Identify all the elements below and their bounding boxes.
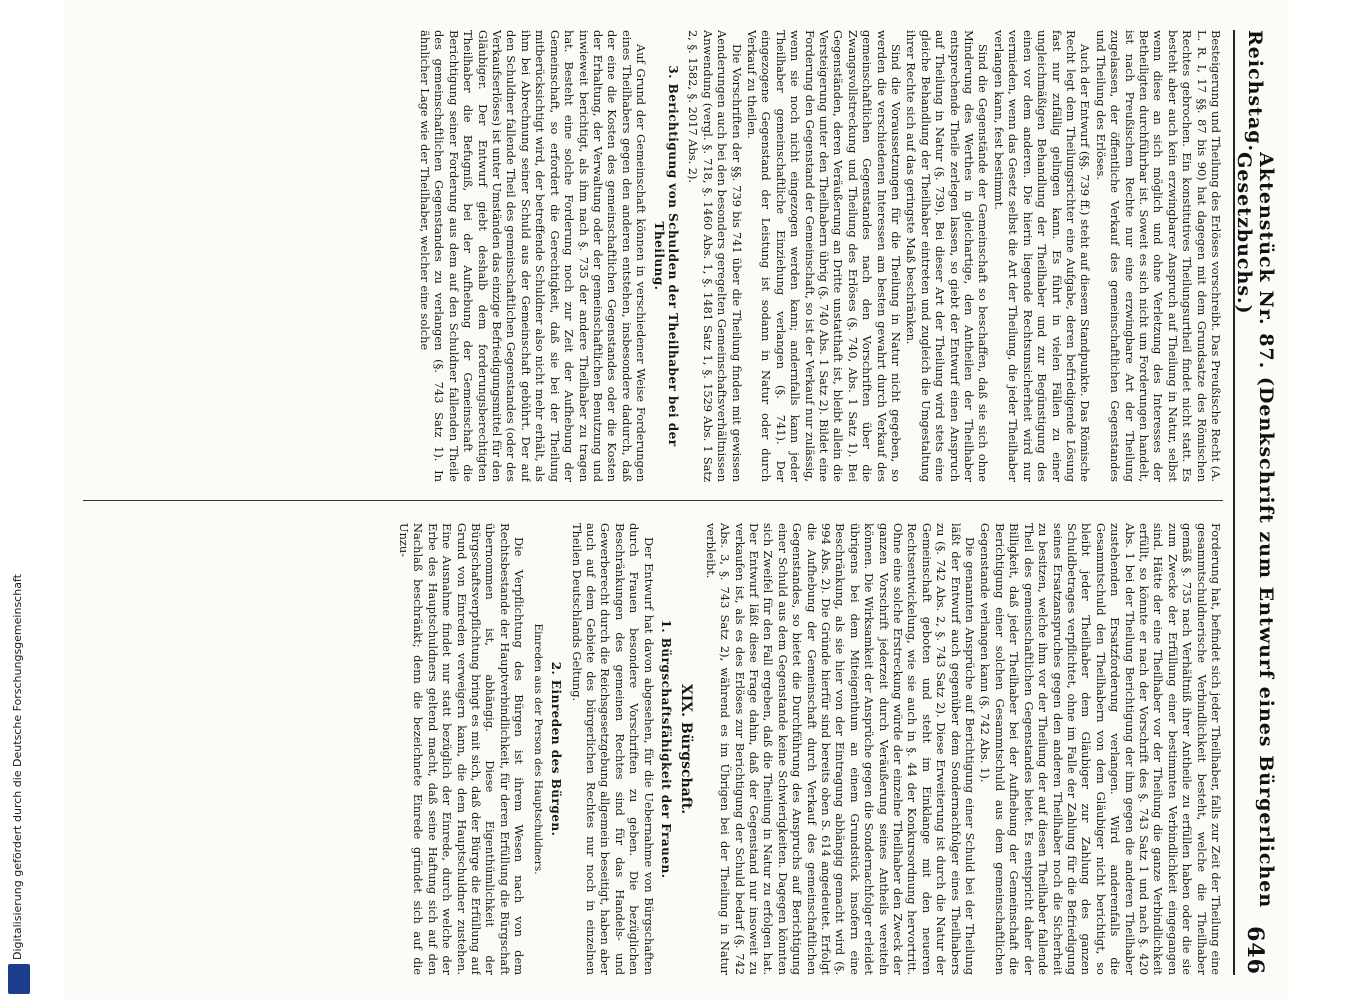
section-subheading: 1. Bürgschaftsfähigkeit der Frauen. [658, 619, 673, 879]
paragraph: Sind die Gegenstände der Gemeinschaft so beschaffen, daß sie sich ohne Minderung des Werthes in gleichartige, den Antheilen der Theilhaber entsprechende Theile zerlegen lassen, so giebt der Entwurf einen Anspruch auf Theilung in Natur (§. 739). Bei dieser Art der Theilung wird stets eine gleiche Behandlung der Theilhaber eintreten und zugleich die Umgestaltung ihrer Rechte sich auf das geringste Maß beschränken. [904, 30, 991, 482]
page-header [1233, 30, 1275, 975]
paragraph: Besteigerung und Theilung des Erlöses vorschreibt. Das Preußische Recht (A. L. R. I, 17 §§. 87 bis 90) hat dagegen mit dem Grundsatze des Römischen Rechtes gebrochen. Ein konstitutives Theilungsurtheil findet nicht statt. Es besteht aber auch kein erzwingbarer Anspruch auf Theilung in Natur, selbst wenn diese an sich möglich und ohne Verletzung des Interesses der Betheiligten durchführbar ist. Soweit es sich nicht um Forderungen handelt, ist nach Preußischem Rechte nur eine erzwingbare Art der Theilung zugelassen, der öffentliche Verkauf des gemeinschaftlichen Gegenstandes und Theilung des Erlöses. [1093, 30, 1223, 482]
paragraph: Der Entwurf hat davon abgesehen, für die Uebernahme von Bürgschaften durch Frauen besondere Vorschriften zu geben. Die bezüglichen Beschränkungen des gemeinen Rechtes sind für das Handels- und Gewerberecht durch die Reichsgesetzgebung allgemein beseitigt, haben aber auch auf dem Gebiete des bürgerlichen Rechtes nur noch in einzelnen Theilen Deutschlands Geltung. [569, 523, 656, 975]
column-divider [83, 500, 1223, 501]
scanned-page [64, 0, 1289, 1000]
paragraph: Auch der Entwurf (§§. 739 ff.) steht auf diesem Standpunkte. Das Römische Recht legt dem Theilungsrichter eine Aufgabe, deren befriedigende Lösung fast nur zufällig gelingen kann. Es führt in vielen Fällen zu einer ungleichmäßigen Behandlung der Theilhaber und zur Begünstigung des einen vor dem anderen. Die hierin liegende Rechtsunsicherheit wird nur vermieden, wenn das Gesetz selbst die Art der Theilung, die jeder Theilhaber verlangen kann, fest bestimmt. [991, 30, 1093, 482]
paragraph: Die Vorschriften der §§. 739 bis 741 über die Theilung finden mit gewissen Aenderungen auch bei den besonders geregelten Gemeinschaftsverhältnissen Anwendung (vergl. §. 718, §. 1460 Abs. 1, §. 1481 Satz 1, §. 1529 Abs. 1 Satz 2, §. 1582, §. 2017 Abs. 2). [686, 30, 744, 482]
header-title: Aktenstück Nr. 87. (Denkschrift zum Entwurf eines Bürgerlichen Gesetzbuchs.) [1233, 152, 1277, 909]
chapter-heading: XIX. Bürgschaft. [678, 683, 695, 815]
paragraph: Sind die Voraussetzungen für die Theilung in Natur nicht gegeben, so werden die verschiedenen Interessen am besten gewahrt durch Verkauf des gemeinschaftlichen Gegenstandes nach den Vorschriften über die Zwangsvollstreckung und Theilung des Erlöses (§. 740, Abs. 1 Satz 1). Bei Gegenständen, deren Veräußerung an Dritte unstatthaft ist, bleibt allein die Versteigerung unter den Theilhabern übrig (§. 740 Abs. 1 Satz 2). Bildet eine Forderung den Gegenstand der Gemeinschaft, so ist der Verkauf nur zulässig, wenn sie noch nicht eingezogen werden kann; andernfalls kann jeder Theilhaber gemeinschaftliche Einziehung verlangen (§. 741). Der eingezogene Gegenstand der Leistung ist sodann in Natur oder durch Verkauf zu theilen. [745, 30, 904, 482]
paragraph: Auf Grund der Gemeinschaft können in verschiedener Weise Forderungen eines Theilhabers gegen den anderen entstehen, insbesondere dadurch, daß der eine die Kosten des gemeinschaftlichen Gegenstandes oder die Kosten der Erhaltung, der Verwaltung oder der gemeinschaftlichen Benutzung und inwieweit berichtigt, als ihm nach §. 735 der andere Theilhaber zu tragen hat. Besteht eine solche Forderung noch zur Zeit der Aufhebung der Gemeinschaft, so erfordert die Gerechtigkeit, daß sie bei der Theilung mitberücksichtigt wird, der betreffende Schuldner also nicht mehr erhält, als ihm bei Abrechnung seiner Schuld aus der Gemeinschaft gebührt. Der auf den Schuldner fallende Theil des gemeinschaftlichen Gegenstandes (oder des Verkaufserlöses) ist unter Umständen das einzige Befriedigungsmittel für den Gläubiger. Der Entwurf giebt deshalb dem forderungsberechtigten Theilhaber die Befugniß, bei der Aufhebung der Gemeinschaft die Berichtigung seiner Forderung aus dem auf den Schuldner fallenden Theile des gemeinschaftlichen Gegenstandes zu verlangen (§. 743 Satz 1). In ähnlicher Lage wie der Theilhaber, welcher eine solche [418, 30, 649, 482]
left-column [78, 30, 1223, 482]
header-left: Reichstag. [1244, 30, 1266, 153]
right-column [78, 523, 1223, 975]
paragraph: Die genannten Ansprüche auf Berichtigung einer Schuld bei der Theilung läßt der Entwurf auch gegenüber dem Sondernachfolger eines Theilhabers zu (§. 742 Abs. 2, §. 743 Satz 2). Diese Erweiterung ist durch die Natur der Gemeinschaft geboten und steht im Einklange mit den neueren Rechtsentwickelung, wie sie auch in §. 44 der Konkursordnung hervortritt. Ohne eine solche Erstreckung würde der einzelne Theilhaber den Zweck der ganzen Vorschrift jederzeit durch Veräußerung seines Antheils vereiteln können. Die Wirksamkeit der Ansprüche gegen die Sondernachfolger erleidet übrigens bei dem Miteigenthum an einem Grundstück insofern eine Beschränkung, als sie hier von der Eintragung abhängig gemacht wird (§. 994 Abs. 2). Die Gründe hierfür sind bereits oben S. 614 angedeutet. Erfolgt die Aufhebung der Gemeinschaft durch Verkauf des gemeinschaftlichen Gegenstandes, so bietet die Durchführung des Anspruchs auf Berichtigung einer Schuld aus dem Gegenstande keine Schwierigkeiten. Dagegen könnten sich Zweifel für den Fall ergeben, daß die Theilung in Natur zu erfolgen hat. Der Entwurf läßt diese Frage dahin, daß der Gegenstand nur insoweit zu verkaufen ist, als es des Erlöses zur Berichtigung der Schuld bedarf (§. 742 Abs. 3, §. 743 Satz 2), während es im Übrigen bei der Theilung in Natur verbleibt. [703, 523, 978, 975]
paragraph: Die Verpflichtung des Bürgen ist ihrem Wesen nach von dem Rechtsbestande der Hauptverbindlichkeit, für deren Erfüllung die Bürgschaft übernommen ist, abhängig. Diese Eigenthümlichkeit der Bürgschaftsverpflichtung bringt es mit sich, daß der Bürge die Erfüllung auf Grund von Einreden verweigern kann, die dem Hauptschuldner zustehen. Eine Ausnahme findet nur statt bezüglich der Einrede, durch welche der Erbe des Hauptschuldners geltend macht, daß seine Haftung sich auf den Nachlaß beschränkt; denn die bezeichnete Einrede gründet sich auf die Unzu- [397, 523, 527, 975]
dfg-logo [8, 964, 30, 994]
section-subheading: 2. Einreden des Bürgen. [549, 661, 564, 837]
page-number: 646 [1242, 926, 1268, 975]
watermark-text: Digitalisierung gefördert durch die Deutsche Forschungsgemeinschaft [11, 574, 24, 960]
paragraph: Forderung hat, befindet sich jeder Theilhaber, falls zur Zeit der Theilung eine gesammtschuldnerische Verbindlichkeit besteht, welche die Theilhaber gemäß §. 735 nach Verhältniß ihrer Antheile zu erfüllen haben oder die sie zum Zwecke der Erfüllung einer bestimmten Verbindlichkeit eingegangen sind. Hätte der eine Theilhaber vor der Theilung die ganze Verbindlichkeit erfüllt, so könnte er nach der Vorschrift des §. 743 Satz 1 und nach §. 420 Abs. 1 bei der Theilung Berichtigung der ihm gegen die anderen Theilhaber zustehenden Ersatzforderung verlangen. Wird anderenfalls die Gesammtschuld den Theilhabern von dem Gläubiger nicht berichtigt, so bleibt jeder Theilhaber dem Gläubiger zur Zahlung des ganzen Schuldbetrages verpflichtet, ohne im Falle der Zahlung für die Befriedigung seines Ersatzanspruches gegen den anderen Theilhaber noch die Sicherheit zu besitzen, welche ihm vor der Theilung der auf diesen Theilhaber fallende Theil des gemeinschaftlichen Gegenstandes bietet. Es entspricht daher der Billigkeit, daß jeder Theilhaber bei der Aufhebung der Gemeinschaft die Berichtigung einer solchen Gesammtschuld aus dem gemeinschaftlichen Gegenstande verlangen kann (§. 742 Abs. 1). [978, 523, 1223, 975]
section-subheading: 3. Berichtigung von Schulden der Theilhaber bei der Theilung. [651, 65, 680, 447]
watermark-strip [4, 0, 32, 1000]
section-note: Einreden aus der Person des Hauptschuldners. [531, 623, 544, 875]
